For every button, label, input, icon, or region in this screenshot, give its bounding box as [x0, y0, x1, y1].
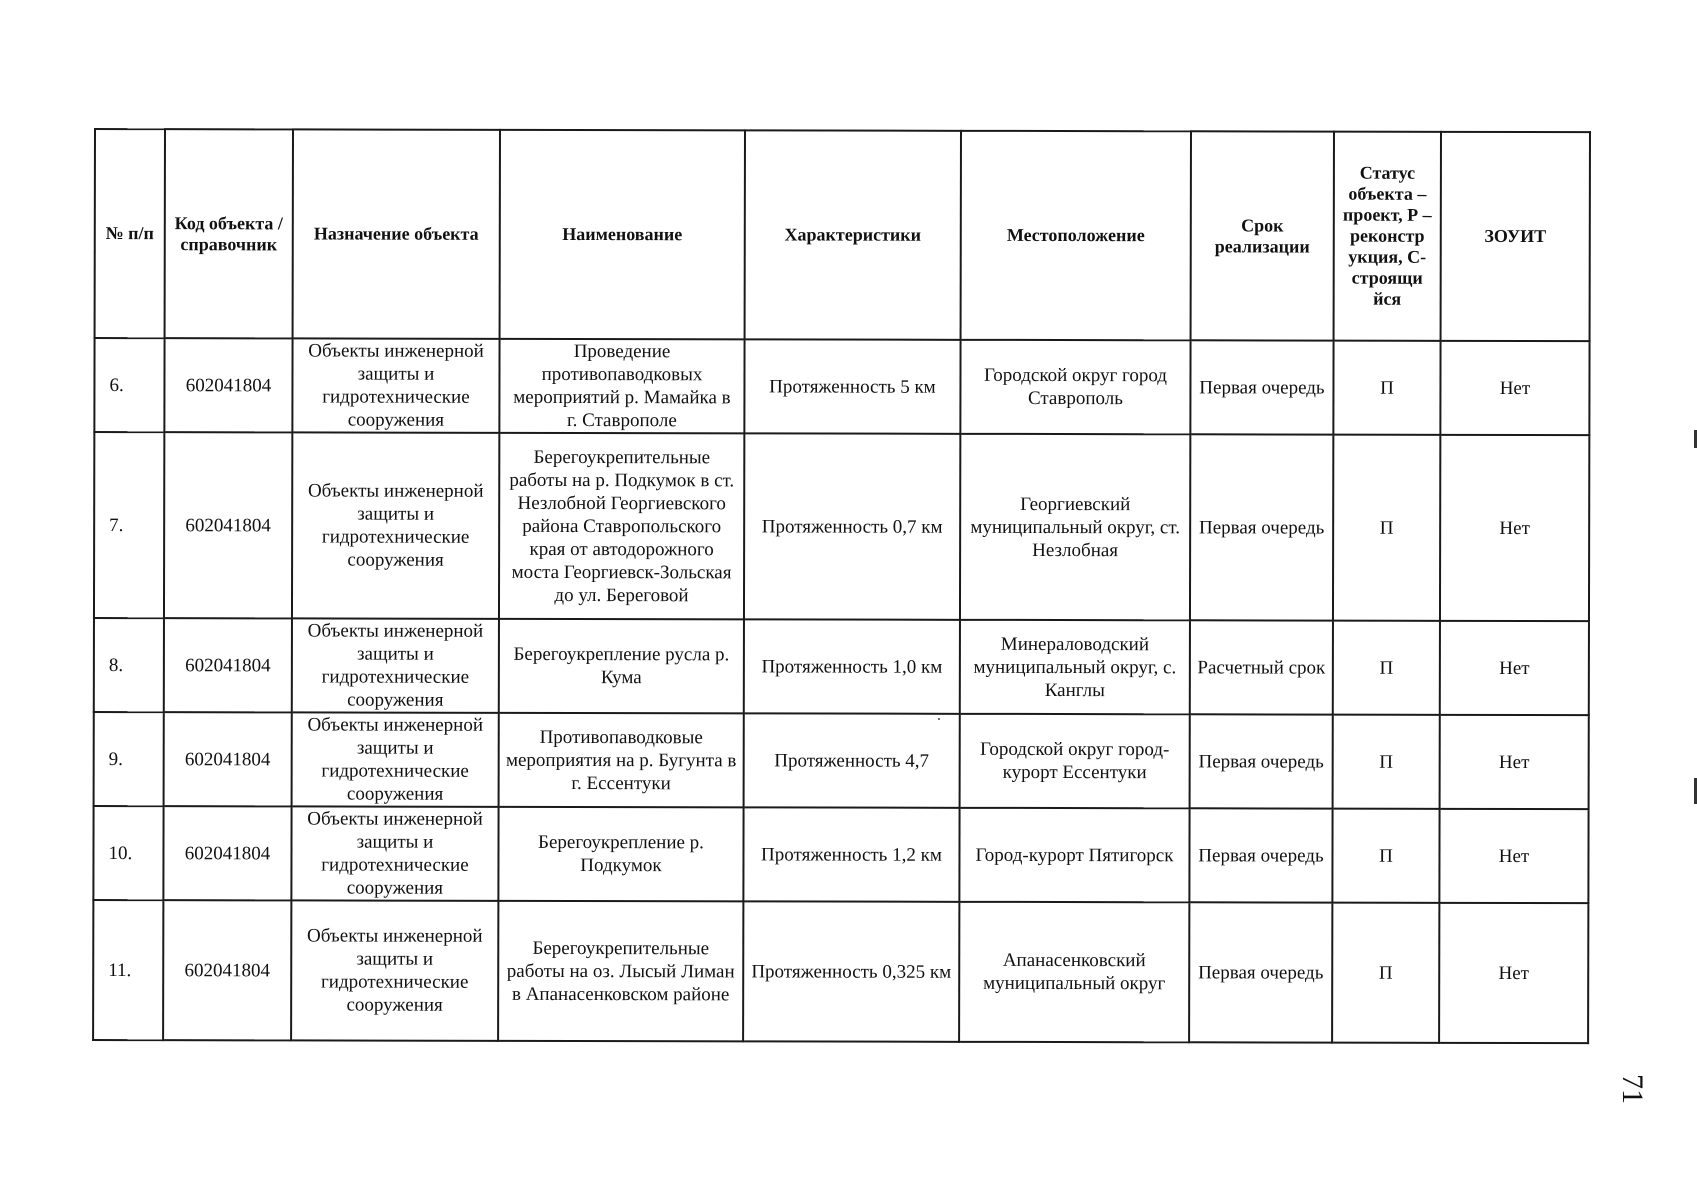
cell-zouit: Нет — [1440, 621, 1589, 715]
cell-location: Городской округ город-курорт Ессентуки — [960, 714, 1190, 808]
header-cell-name: Наименование — [500, 130, 745, 340]
table-row — [94, 338, 1589, 435]
cell-number: 11. — [93, 900, 163, 1040]
cell-code: 602041804 — [164, 712, 292, 806]
page-number: 71 — [1616, 1074, 1649, 1104]
cell-characteristics: Протяженность 4,7 — [744, 713, 960, 807]
cell-characteristics: Протяженность 1,2 км — [743, 807, 959, 901]
cell-purpose: Объекты инженерной защиты и гидротехнические сооружения — [292, 338, 499, 432]
table-row — [94, 432, 1589, 621]
cell-code: 602041804 — [164, 338, 292, 432]
table-row — [94, 618, 1589, 715]
cell-location: Городской округ город Ставрополь — [960, 340, 1190, 434]
cell-location: Минераловодский муниципальный округ, с. Канглы — [960, 620, 1190, 714]
cell-characteristics: Протяженность 5 км — [744, 339, 960, 433]
cell-code: 602041804 — [163, 806, 291, 900]
cell-purpose: Объекты инженерной защиты и гидротехнические сооружения — [292, 712, 499, 806]
cell-name: Проведение противопаводковых мероприятий р. Мамайка в г. Ставрополе — [499, 339, 744, 434]
cell-term: Первая очередь — [1190, 340, 1333, 434]
cell-name: Берегоукрепление русла р. Кума — [499, 619, 744, 714]
cell-zouit: Нет — [1439, 903, 1588, 1043]
cell-purpose: Объекты инженерной защиты и гидротехнические сооружения — [292, 432, 499, 618]
header-cell-number: № п/п — [95, 129, 165, 338]
cell-term: Первая очередь — [1189, 808, 1332, 902]
header-cell-term: Срок реализации — [1191, 131, 1334, 340]
cell-number: 10. — [93, 806, 163, 900]
cell-code: 602041804 — [164, 432, 292, 618]
objects-table — [92, 128, 1591, 1044]
header-cell-code: Код объекта / справочник — [165, 129, 293, 338]
cell-number: 7. — [94, 432, 164, 618]
table-header-row — [95, 129, 1590, 341]
cell-purpose: Объекты инженерной защиты и гидротехнические сооружения — [291, 806, 498, 900]
cell-number: 8. — [94, 618, 164, 712]
cell-zouit: Нет — [1440, 715, 1589, 809]
cell-name: Противопаводковые мероприятия на р. Бугунта в г. Ессентуки — [499, 713, 744, 808]
header-cell-zouit: ЗОУИТ — [1441, 132, 1590, 341]
cell-number: 9. — [94, 712, 164, 806]
header-cell-status: Статус объекта – проект, Р – реконстр укция, С-строящи йся — [1334, 132, 1441, 341]
cell-status: П — [1333, 621, 1440, 715]
cell-status: П — [1333, 715, 1440, 809]
cell-name: Берегоукрепление р. Подкумок — [498, 807, 743, 902]
cell-location: Город-курорт Пятигорск — [959, 808, 1189, 902]
cell-term: Первая очередь — [1189, 902, 1332, 1042]
cell-term: Первая очередь — [1190, 434, 1333, 620]
cell-purpose: Объекты инженерной защиты и гидротехнические сооружения — [292, 618, 499, 712]
table-row — [93, 900, 1588, 1043]
header-cell-characteristics: Характеристики — [745, 130, 961, 339]
cell-name: Берегоукрепительные работы на р. Подкумок в ст. Незлобной Георгиевского района Ставропольского края от автодорожного моста Георгиевск-Зольская до ул. Береговой — [499, 433, 744, 620]
cell-code: 602041804 — [164, 618, 292, 712]
cell-status: П — [1332, 809, 1439, 903]
scan-speck — [938, 718, 940, 720]
cell-location: Георгиевский муниципальный округ, ст. Незлобная — [960, 434, 1190, 620]
cell-code: 602041804 — [163, 900, 291, 1040]
header-cell-location: Местоположение — [961, 131, 1191, 340]
table-row — [93, 806, 1588, 903]
cell-zouit: Нет — [1440, 341, 1589, 435]
cell-status: П — [1333, 435, 1440, 621]
header-cell-purpose: Назначение объекта — [293, 129, 500, 338]
cell-zouit: Нет — [1439, 809, 1588, 903]
cell-location: Апанасенковский муниципальный округ — [959, 902, 1189, 1042]
cell-name: Берегоукрепительные работы на оз. Лысый Лиман в Апанасенковском районе — [498, 901, 743, 1042]
cell-term: Первая очередь — [1190, 714, 1333, 808]
cell-status: П — [1332, 903, 1439, 1043]
cell-zouit: Нет — [1440, 435, 1589, 621]
cell-number: 6. — [94, 338, 164, 432]
cell-characteristics: Протяженность 0,7 км — [744, 433, 960, 619]
cell-term: Расчетный срок — [1190, 620, 1333, 714]
cell-characteristics: Протяженность 1,0 км — [744, 619, 960, 713]
cell-purpose: Объекты инженерной защиты и гидротехнические сооружения — [291, 900, 498, 1040]
cell-characteristics: Протяженность 0,325 км — [743, 901, 959, 1041]
table-row — [94, 712, 1589, 809]
cell-status: П — [1333, 341, 1440, 435]
